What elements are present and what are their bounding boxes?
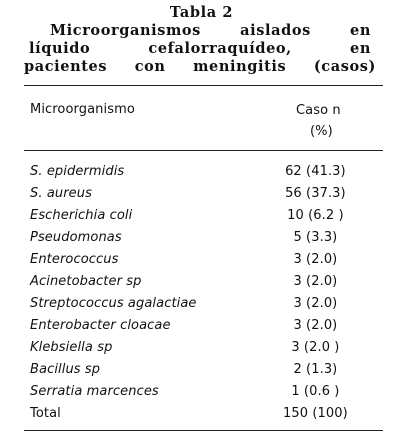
caption-word: líquido [29,40,91,57]
organism-name: S. epidermidis [30,164,125,179]
caption-word: pacientes [24,58,108,75]
organism-name: Enterococcus [30,252,119,267]
organism-name: S. aureus [30,186,92,201]
caption-word: cefalorraquídeo, [148,40,292,57]
organism-name: Pseudomonas [30,230,122,245]
case-count: 62 (41.3) [285,164,346,179]
organism-name: Klebsiella sp [30,340,113,355]
case-count: 3 (2.0) [293,252,338,267]
organism-name: Escherichia coli [30,208,133,223]
case-count: 2 (1.3) [293,362,338,377]
caption-line-3 [24,58,376,76]
caption-word: Microorganismos [50,22,201,39]
caption-word: con [134,58,166,75]
organism-name: Serratia marcences [30,384,159,399]
case-count: 150 (100) [283,406,348,421]
case-count: 10 (6.2 ) [287,208,344,223]
caption-word: en [350,40,371,57]
organism-name: Acinetobacter sp [30,274,142,289]
table-title: Tabla 2 [169,4,234,21]
column-header-cases: Caso n [296,103,341,118]
caption-word: en [350,22,371,39]
organism-name: Bacillus sp [30,362,101,377]
header-divider-rule [24,150,383,151]
organism-name: Streptococcus agalactiae [30,296,197,311]
column-header-microorganism: Microorganismo [30,102,135,117]
table-bottom-rule [24,430,383,431]
case-count: 56 (37.3) [285,186,346,201]
column-header-percent: (%) [310,124,333,139]
organism-name: Enterobacter cloacae [30,318,171,333]
case-count: 3 (2.0) [293,274,338,289]
case-count: 3 (2.0) [293,318,338,333]
caption-word: meningitis [193,58,287,75]
case-count: 3 (2.0 ) [291,340,340,355]
table-top-rule [24,85,383,86]
caption-word: aislados [240,22,311,39]
caption-line-2 [29,40,371,58]
case-count: 5 (3.3) [293,230,338,245]
caption-line-1 [50,22,371,40]
organism-name: Total [30,406,61,421]
case-count: 3 (2.0) [293,296,338,311]
caption-word: (casos) [313,58,376,75]
case-count: 1 (0.6 ) [291,384,340,399]
